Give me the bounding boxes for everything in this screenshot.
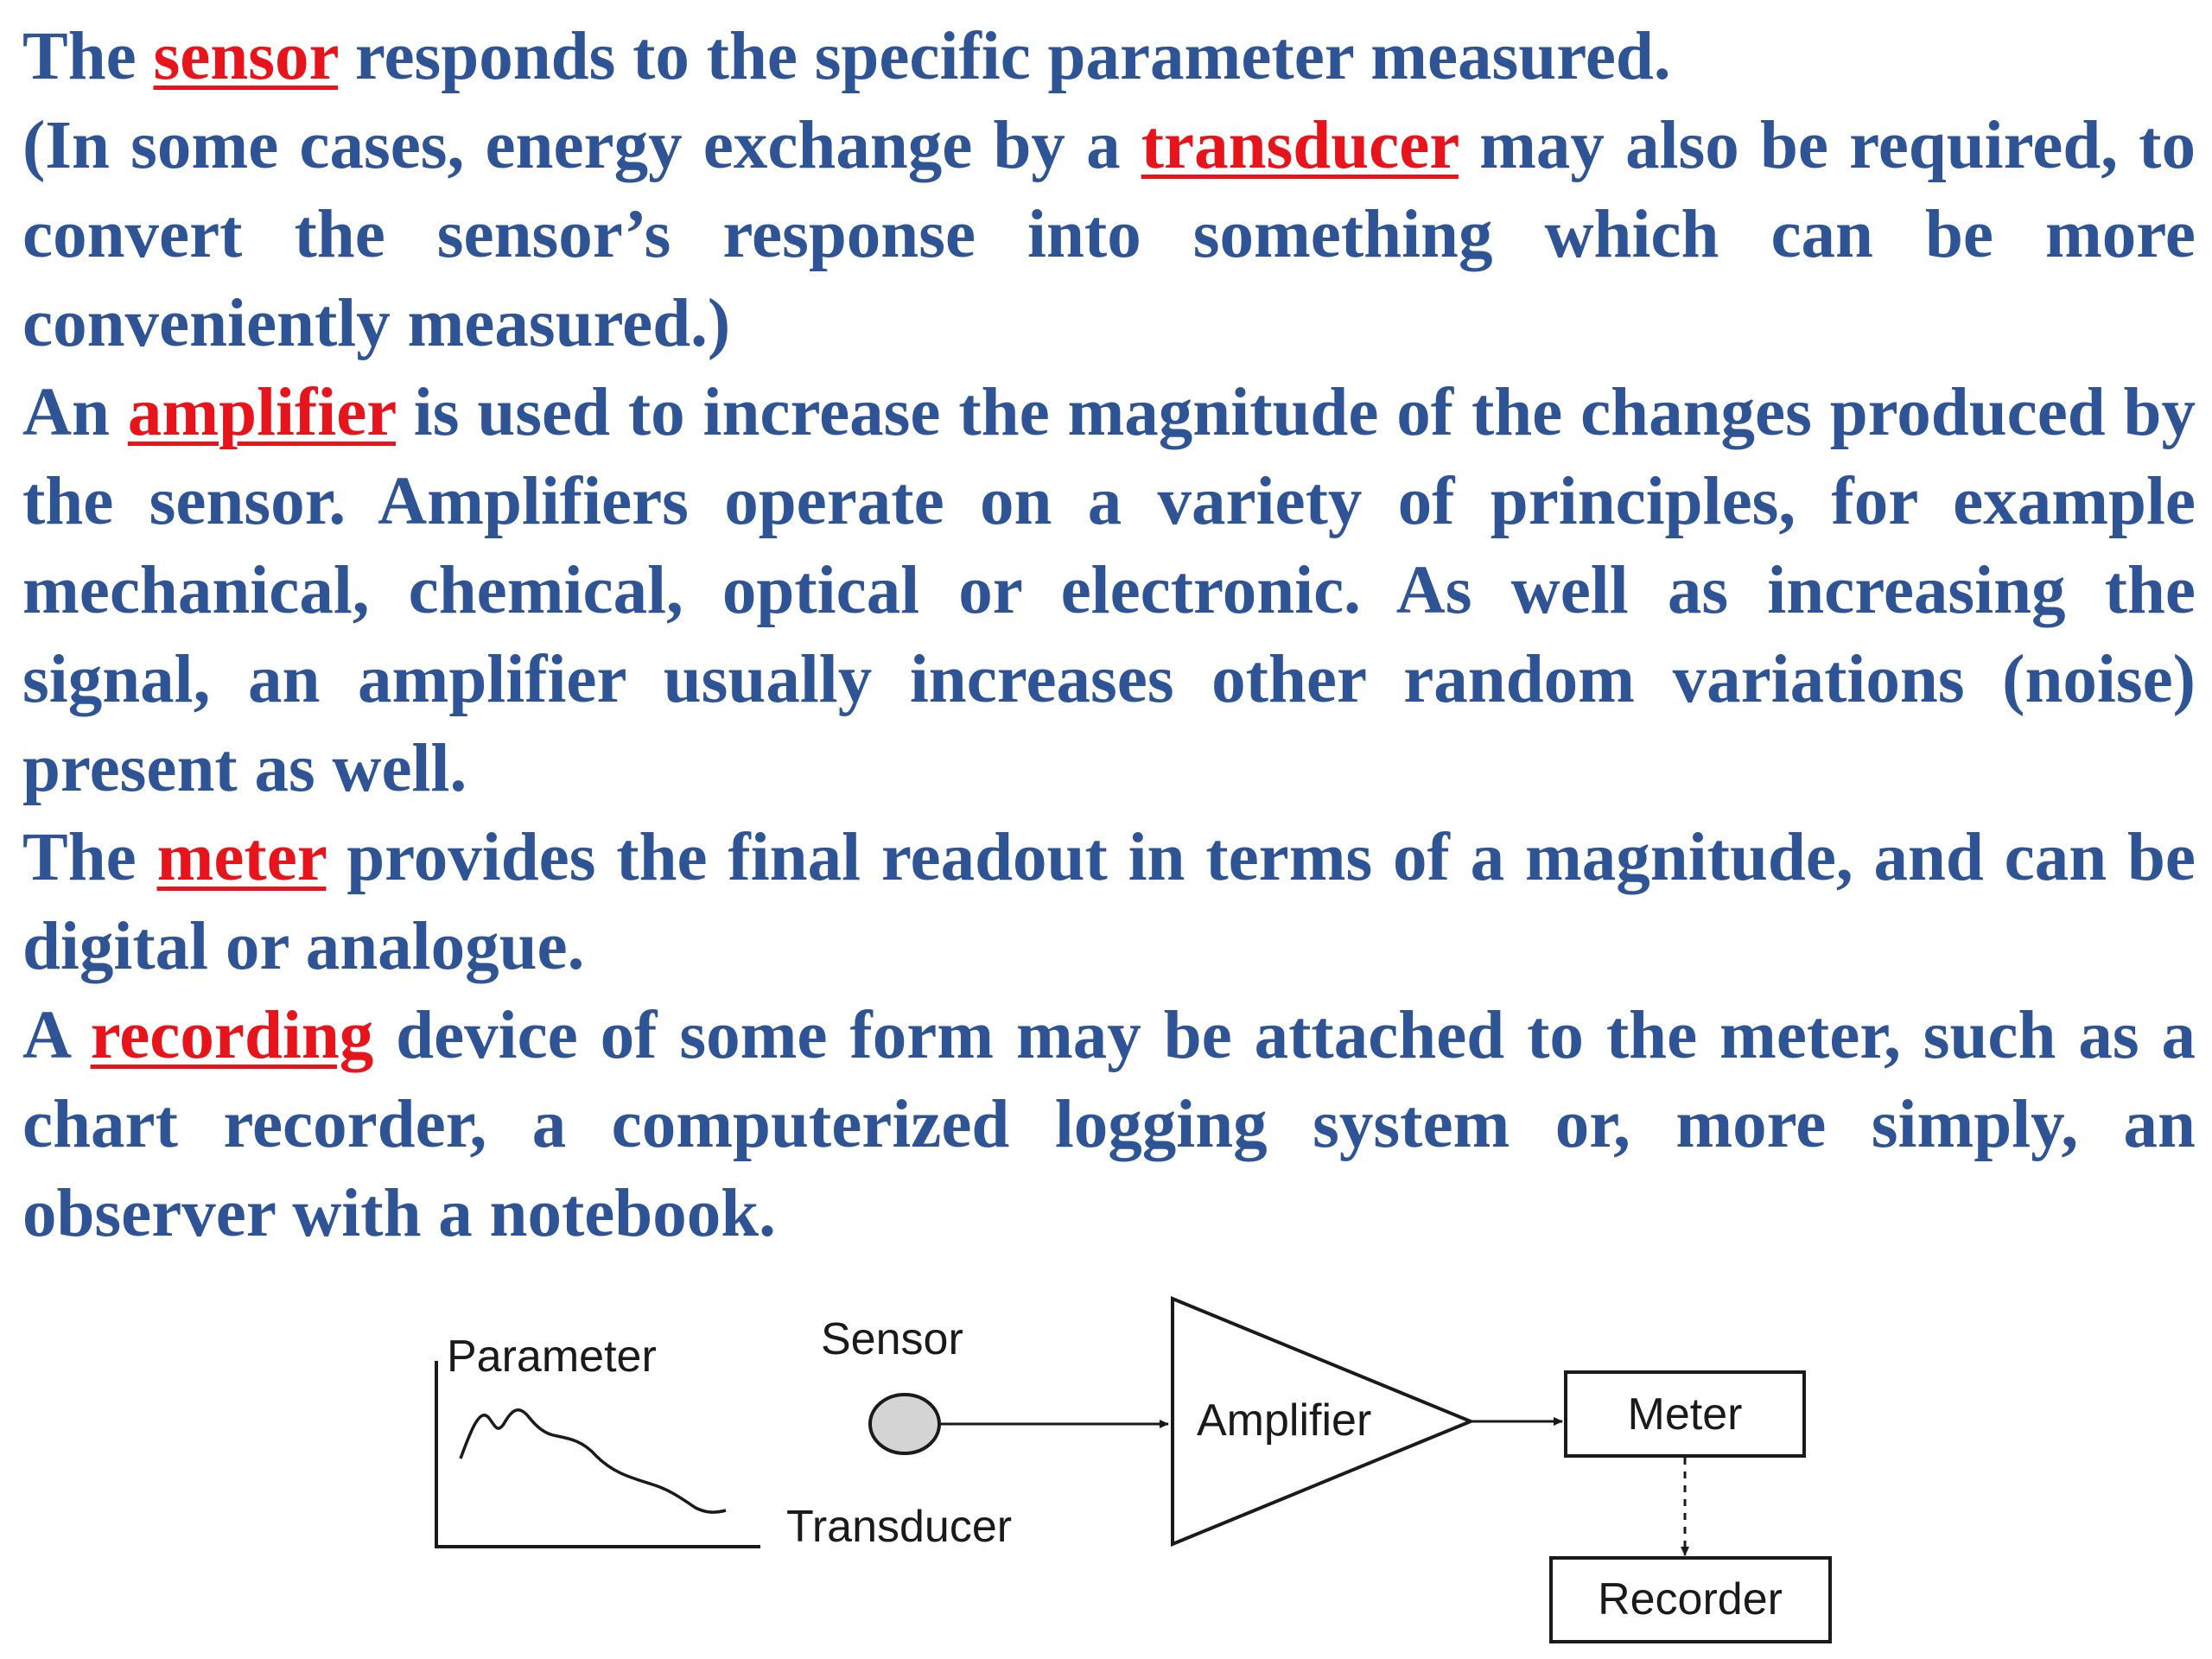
p4-post: provides the final readout in terms of a magnitude, and can be digital or analogue.: [22, 820, 2196, 984]
keyword-sensor: sensor: [153, 19, 339, 94]
p4-pre: The: [22, 820, 157, 895]
keyword-amplifier: amplifier: [127, 375, 396, 450]
keyword-meter: meter: [156, 820, 327, 895]
keyword-transducer: transducer: [1141, 108, 1459, 183]
p3-post: is used to increase the magnitude of the changes produced by the sensor. Amplifiers operate on a variety of principles, for example mechanical, chemical, optical or electronic. As well as increasing the signal, an amplifier usually increases other random variations (noise) present as well.: [22, 375, 2196, 806]
sensor-icon: [870, 1395, 939, 1453]
transducer-label: Transducer: [786, 1502, 1013, 1552]
p1-post: responds to the specific parameter measured.: [338, 19, 1671, 94]
p3-pre: An: [22, 375, 128, 450]
meter-label: Meter: [1627, 1389, 1743, 1440]
p2-post: may also be required, to convert the sensor’s response into something which can be more conveniently measured.): [22, 108, 2196, 361]
keyword-recording: recording: [90, 998, 374, 1073]
p1-pre: The: [22, 19, 154, 94]
parameter-plot-axes: [436, 1361, 760, 1547]
p5-post: device of some form may be attached to the meter, such as a chart recorder, a computerized logging system or, more simply, an observer with a notebook.: [22, 998, 2196, 1251]
p5-pre: A: [22, 998, 91, 1073]
parameter-signal-curve: [461, 1410, 726, 1512]
p2-pre: (In some cases, energy exchange by a: [22, 108, 1141, 183]
amplifier-label: Amplifier: [1197, 1395, 1372, 1446]
parameter-label: Parameter: [447, 1332, 657, 1382]
sensor-label: Sensor: [821, 1314, 963, 1364]
recorder-label: Recorder: [1598, 1574, 1783, 1624]
